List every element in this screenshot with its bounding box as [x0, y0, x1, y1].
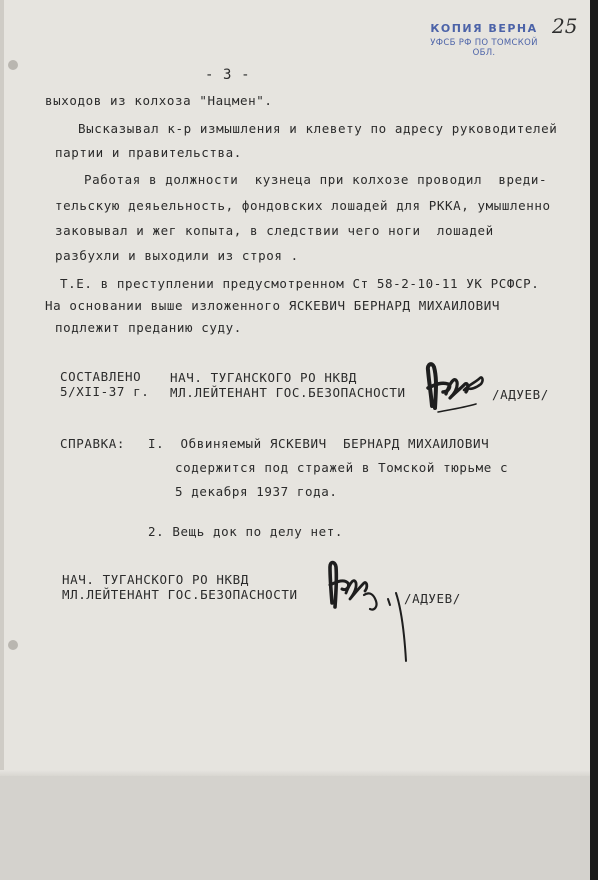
body-line-3: партии и правительства.	[55, 145, 242, 160]
body-line-9: На основании выше изложенного ЯСКЕВИЧ БЕРНАРД МИХАИЛОВИЧ	[45, 298, 501, 313]
body-line-6: заковывал и жег копыта, в следствии чего ноги лошадей	[55, 223, 494, 238]
signer-1-name: /АДУЕВ/	[492, 387, 549, 402]
handwritten-page-number: 25	[552, 14, 578, 38]
note-item-1-line-3: 5 декабря 1937 года.	[175, 484, 338, 499]
signature-1-handwritten	[418, 358, 496, 420]
stamp-line-2: УФСБ РФ ПО ТОМСКОЙ ОБЛ.	[430, 38, 538, 58]
signature-2-handwritten	[318, 555, 414, 667]
body-line-5: тельскую деяьельность, фондовских лошадей для РККА, умышленно	[55, 198, 551, 213]
body-line-7: разбухли и выходили из строя .	[55, 248, 299, 263]
composed-label: СОСТАВЛЕНО	[60, 369, 142, 384]
signer-1-position-line-1: НАЧ. ТУГАНСКОГО РО НКВД	[170, 370, 357, 385]
composed-date: 5/XII-37 г.	[60, 384, 150, 399]
note-item-2: 2. Вещь док по делу нет.	[148, 524, 344, 539]
signer-1-position-line-2: МЛ.ЛЕЙТЕНАНТ ГОС.БЕЗОПАСНОСТИ	[170, 385, 406, 400]
punch-hole-top	[8, 60, 18, 70]
body-line-2: Высказывал к-р измышления и клевету по адресу руководителей	[78, 121, 558, 136]
body-line-10: подлежит преданию суду.	[55, 320, 242, 335]
signer-2-position-line-1: НАЧ. ТУГАНСКОГО РО НКВД	[62, 572, 249, 587]
scan-edge-strip	[590, 0, 598, 880]
body-line-8: Т.Е. в преступлении предусмотренном Ст 58-2-10-11 УК РСФСР.	[60, 276, 540, 291]
body-line-1: выходов из колхоза "Нацмен".	[45, 93, 273, 108]
page-number: - 3 -	[205, 67, 251, 83]
signer-2-position-line-2: МЛ.ЛЕЙТЕНАНТ ГОС.БЕЗОПАСНОСТИ	[62, 587, 298, 602]
note-item-1-line-1: I. Обвиняемый ЯСКЕВИЧ БЕРНАРД МИХАИЛОВИЧ	[148, 436, 490, 451]
signer-2-name: /АДУЕВ/	[404, 591, 461, 606]
certified-copy-stamp	[418, 20, 550, 56]
body-line-4: Работая в должности кузнеца при колхозе проводил вреди-	[84, 172, 548, 187]
punch-hole-bottom	[8, 640, 18, 650]
note-label: СПРАВКА:	[60, 436, 126, 451]
note-item-1-line-2: содержится под стражей в Томской тюрьме с	[175, 460, 509, 475]
page-bottom-margin	[0, 776, 590, 880]
stamp-line-1: КОПИЯ ВЕРНА	[430, 22, 538, 35]
page-left-edge	[0, 0, 4, 880]
